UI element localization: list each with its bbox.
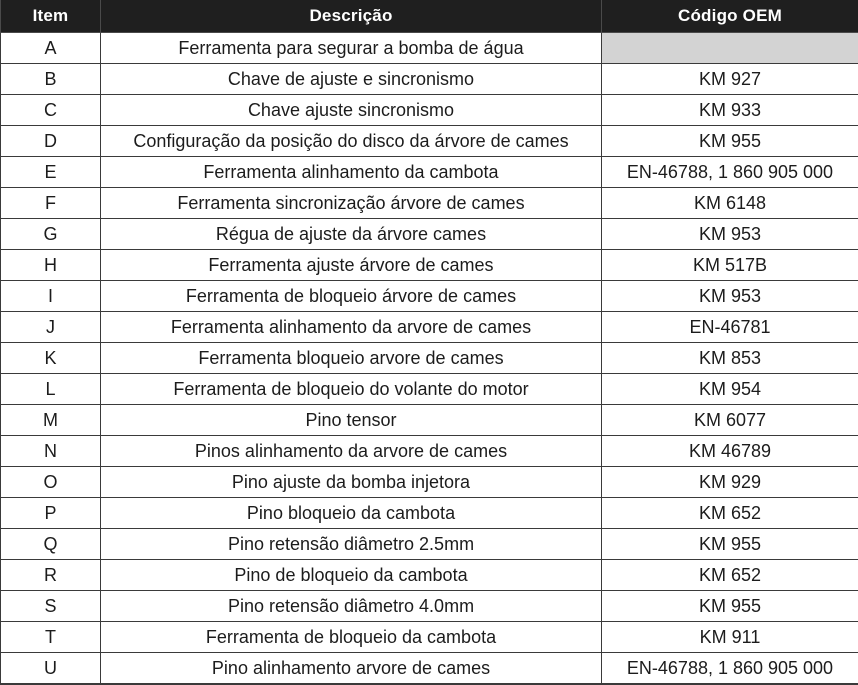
table-row: [1, 312, 858, 343]
table-body: [1, 33, 858, 685]
oem-code-cell: KM 927: [602, 64, 858, 95]
oem-code-cell: EN-46788, 1 860 905 000: [602, 157, 858, 188]
oem-code-cell: KM 955: [602, 529, 858, 560]
table-row: [1, 95, 858, 126]
description-cell: Configuração da posição do disco da árvore de cames: [101, 126, 602, 157]
description-cell: Ferramenta ajuste árvore de cames: [101, 250, 602, 281]
oem-code-cell: KM 929: [602, 467, 858, 498]
item-cell: I: [1, 281, 101, 312]
description-cell: Pino bloqueio da cambota: [101, 498, 602, 529]
description-cell: Pino ajuste da bomba injetora: [101, 467, 602, 498]
item-cell: R: [1, 560, 101, 591]
table-row: [1, 591, 858, 622]
table-row: [1, 529, 858, 560]
table-row: [1, 219, 858, 250]
item-cell: Q: [1, 529, 101, 560]
oem-code-cell: KM 955: [602, 591, 858, 622]
oem-code-cell: KM 517B: [602, 250, 858, 281]
oem-code-cell: EN-46781: [602, 312, 858, 343]
item-cell: N: [1, 436, 101, 467]
item-cell: D: [1, 126, 101, 157]
table-row: [1, 436, 858, 467]
oem-code-cell: KM 954: [602, 374, 858, 405]
oem-code-cell: KM 6077: [602, 405, 858, 436]
item-cell: J: [1, 312, 101, 343]
item-cell: A: [1, 33, 101, 64]
oem-code-cell: KM 652: [602, 560, 858, 591]
header-description: Descrição: [101, 0, 602, 33]
item-cell: O: [1, 467, 101, 498]
oem-code-cell: EN-46788, 1 860 905 000: [602, 653, 858, 685]
description-cell: Ferramenta bloqueio arvore de cames: [101, 343, 602, 374]
description-cell: Pinos alinhamento da arvore de cames: [101, 436, 602, 467]
item-cell: M: [1, 405, 101, 436]
item-cell: K: [1, 343, 101, 374]
oem-code-cell: KM 911: [602, 622, 858, 653]
description-cell: Ferramenta para segurar a bomba de água: [101, 33, 602, 64]
item-cell: G: [1, 219, 101, 250]
description-cell: Chave de ajuste e sincronismo: [101, 64, 602, 95]
table-row: [1, 188, 858, 219]
item-cell: L: [1, 374, 101, 405]
oem-code-cell: KM 955: [602, 126, 858, 157]
oem-code-cell: [602, 33, 858, 64]
table-header: [1, 0, 858, 33]
table-row: [1, 622, 858, 653]
table-row: [1, 281, 858, 312]
item-cell: P: [1, 498, 101, 529]
description-cell: Ferramenta alinhamento da arvore de cames: [101, 312, 602, 343]
table-row: [1, 126, 858, 157]
table-row: [1, 405, 858, 436]
table-row: [1, 653, 858, 685]
oem-code-cell: KM 853: [602, 343, 858, 374]
oem-code-cell: KM 652: [602, 498, 858, 529]
item-cell: E: [1, 157, 101, 188]
description-cell: Ferramenta sincronização árvore de cames: [101, 188, 602, 219]
item-cell: U: [1, 653, 101, 685]
item-cell: C: [1, 95, 101, 126]
oem-code-cell: KM 953: [602, 219, 858, 250]
description-cell: Ferramenta de bloqueio árvore de cames: [101, 281, 602, 312]
table-row: [1, 467, 858, 498]
header-oem-code: Código OEM: [602, 0, 858, 33]
oem-code-cell: KM 6148: [602, 188, 858, 219]
header-row: [1, 0, 858, 33]
table-row: [1, 498, 858, 529]
table-row: [1, 157, 858, 188]
description-cell: Pino tensor: [101, 405, 602, 436]
description-cell: Pino alinhamento arvore de cames: [101, 653, 602, 685]
description-cell: Ferramenta alinhamento da cambota: [101, 157, 602, 188]
table-row: [1, 374, 858, 405]
table-row: [1, 33, 858, 64]
description-cell: Ferramenta de bloqueio do volante do motor: [101, 374, 602, 405]
header-item: Item: [1, 0, 101, 33]
item-cell: B: [1, 64, 101, 95]
table-row: [1, 560, 858, 591]
description-cell: Pino de bloqueio da cambota: [101, 560, 602, 591]
oem-code-cell: KM 46789: [602, 436, 858, 467]
item-cell: T: [1, 622, 101, 653]
item-cell: S: [1, 591, 101, 622]
description-cell: Pino retensão diâmetro 4.0mm: [101, 591, 602, 622]
description-cell: Pino retensão diâmetro 2.5mm: [101, 529, 602, 560]
table-row: [1, 64, 858, 95]
description-cell: Régua de ajuste da árvore cames: [101, 219, 602, 250]
item-cell: H: [1, 250, 101, 281]
item-cell: F: [1, 188, 101, 219]
description-cell: Chave ajuste sincronismo: [101, 95, 602, 126]
table-row: [1, 343, 858, 374]
table-row: [1, 250, 858, 281]
oem-code-cell: KM 933: [602, 95, 858, 126]
oem-code-cell: KM 953: [602, 281, 858, 312]
description-cell: Ferramenta de bloqueio da cambota: [101, 622, 602, 653]
